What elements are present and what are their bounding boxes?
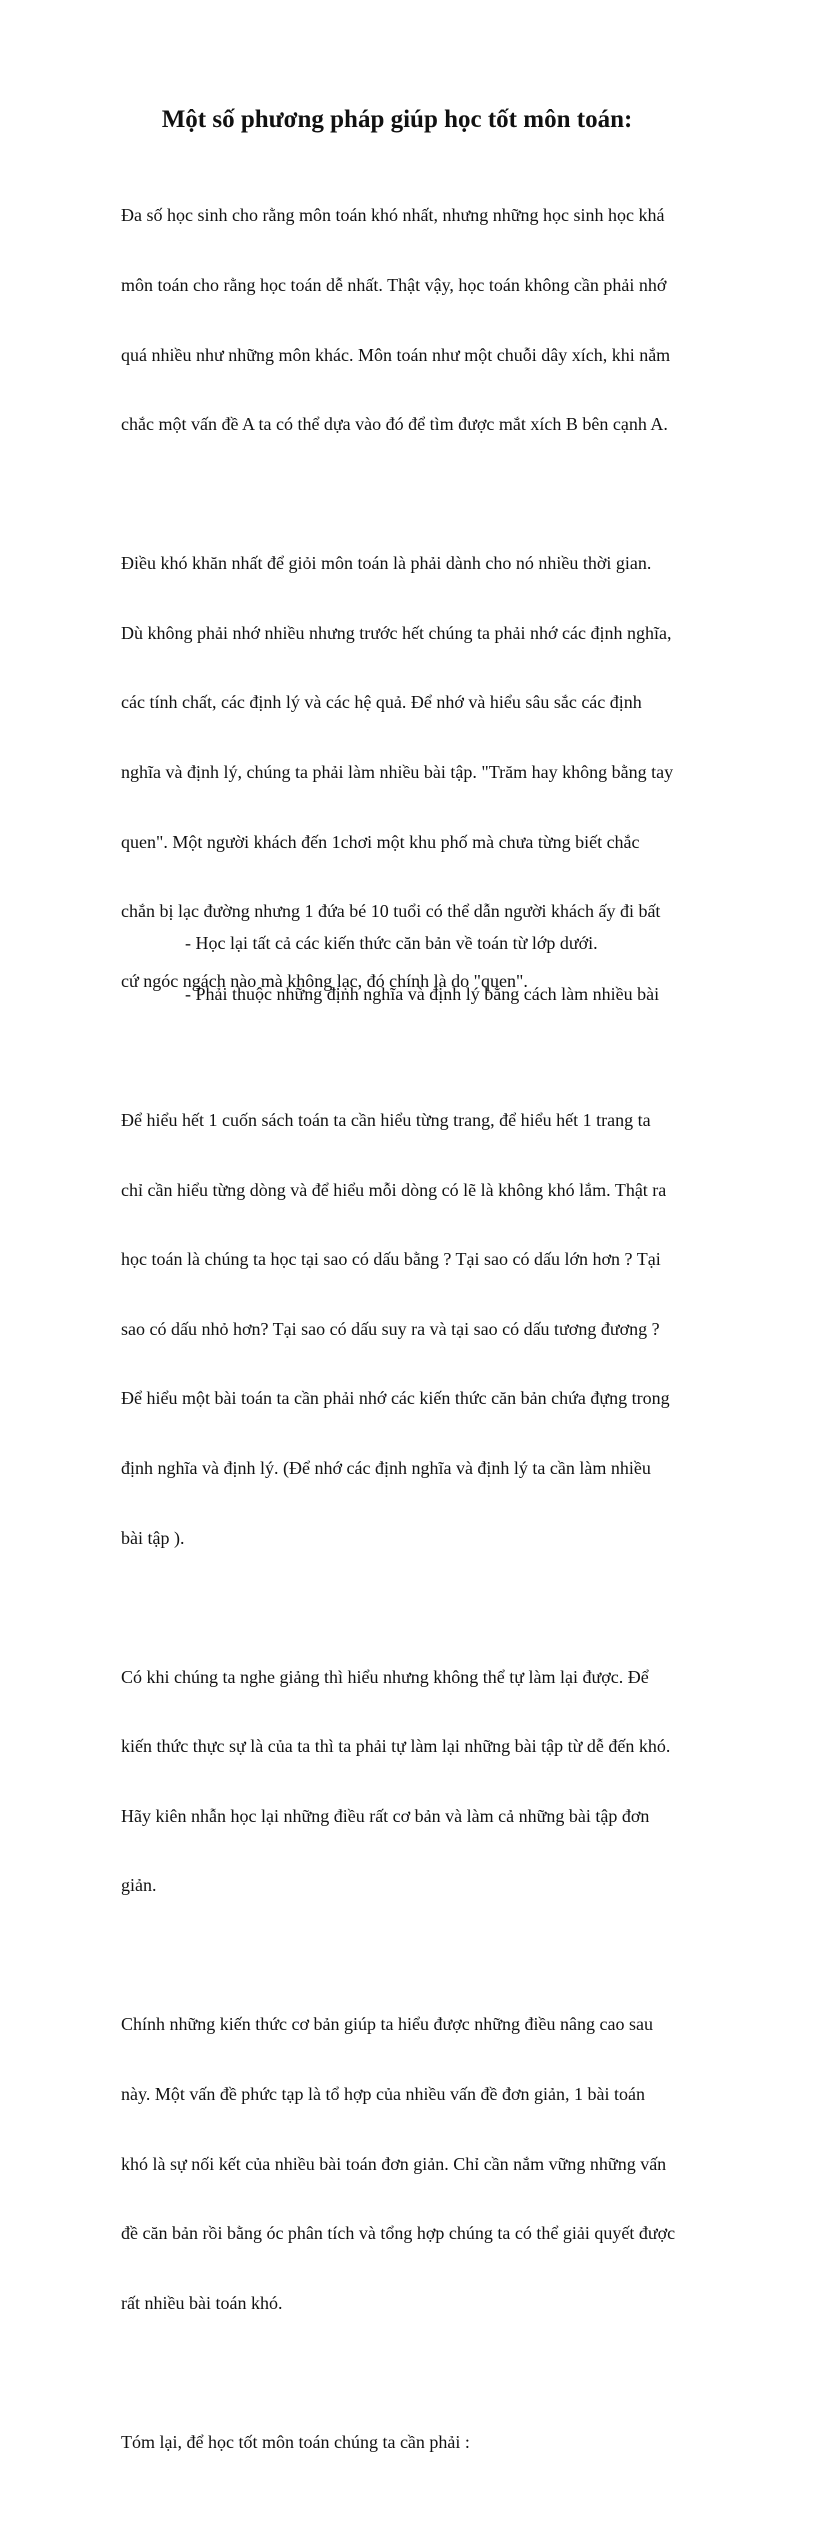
paragraph-6 <box>121 2384 721 2500</box>
paragraph-line: Chính những kiến thức cơ bản giúp ta hiểu được những điều nâng cao sau <box>121 2014 653 2035</box>
summary-list <box>185 932 745 1034</box>
paragraph-line: Hãy kiên nhẫn học lại những điều rất cơ bản và làm cả những bài tập đơn <box>121 1805 650 1826</box>
paragraph-line: nghĩa và định lý, chúng ta phải làm nhiều bài tập. "Trăm hay không bằng tay <box>121 762 674 783</box>
paragraph-line: chắc một vấn đề A ta có thể dựa vào đó để tìm được mắt xích B bên cạnh A. <box>121 414 668 435</box>
list-item: - Phải thuộc những định nghĩa và định lý bằng cách làm nhiều bài <box>185 984 660 1005</box>
paragraph-line: định nghĩa và định lý. (Để nhớ các định nghĩa và định lý ta cần làm nhiều <box>121 1457 651 1478</box>
paragraph-1 <box>121 158 721 483</box>
paragraph-line: rất nhiều bài toán khó. <box>121 2292 283 2313</box>
paragraph-line: Tóm lại, để học tốt môn toán chúng ta cần phải : <box>121 2431 470 2452</box>
paragraph-line: chắn bị lạc đường nhưng 1 đứa bé 10 tuổi có thể dẫn người khách ấy đi bất <box>121 901 661 922</box>
paragraph-line: bài tập ). <box>121 1527 185 1548</box>
paragraph-5 <box>121 1967 721 2361</box>
paragraph-line: sao có dấu nhỏ hơn? Tại sao có dấu suy ra và tại sao có dấu tương đương ? <box>121 1318 660 1339</box>
paragraph-line: quá nhiều như những môn khác. Môn toán như một chuỗi dây xích, khi nắm <box>121 344 671 365</box>
paragraph-line: Để hiểu hết 1 cuốn sách toán ta cần hiểu từng trang, để hiểu hết 1 trang ta <box>121 1109 651 1130</box>
paragraph-line: giản. <box>121 1875 157 1896</box>
paragraph-line: Điều khó khăn nhất để giỏi môn toán là phải dành cho nó nhiều thời gian. <box>121 553 652 574</box>
paragraph-3 <box>121 1063 721 1597</box>
paragraph-line: đề căn bản rồi bằng óc phân tích và tổng hợp chúng ta có thể giải quyết được <box>121 2223 676 2244</box>
paragraph-line: khó là sự nối kết của nhiều bài toán đơn giản. Chỉ cần nắm vững những vấn <box>121 2153 667 2174</box>
paragraph-line: môn toán cho rằng học toán dễ nhất. Thật vậy, học toán không cần phải nhớ <box>121 275 667 296</box>
paragraph-line: này. Một vấn đề phức tạp là tổ hợp của nhiều vấn đề đơn giản, 1 bài toán <box>121 2084 645 2105</box>
paragraph-line: Có khi chúng ta nghe giảng thì hiểu nhưng không thể tự làm lại được. Để <box>121 1666 649 1687</box>
document-body <box>121 158 721 2524</box>
paragraph-line: học toán là chúng ta học tại sao có dấu bằng ? Tại sao có dấu lớn hơn ? Tại <box>121 1249 661 1270</box>
paragraph-line: các tính chất, các định lý và các hệ quả. Để nhớ và hiểu sâu sắc các định <box>121 692 642 713</box>
paragraph-line: Đa số học sinh cho rằng môn toán khó nhất, nhưng những học sinh học khá <box>121 205 665 226</box>
paragraph-line: cứ ngóc ngách nào mà không lạc, đó chính là do "quen". <box>121 970 528 991</box>
page-title: Một số phương pháp giúp học tốt môn toán: <box>161 106 633 133</box>
paragraph-4 <box>121 1619 721 1944</box>
paragraph-line: kiến thức thực sự là của ta thì ta phải tự làm lại những bài tập từ dễ đến khó. <box>121 1736 671 1757</box>
list-item: - Học lại tất cả các kiến thức căn bản về toán từ lớp dưới. <box>185 933 598 953</box>
paragraph-line: quen". Một người khách đến 1chơi một khu phố mà chưa từng biết chắc <box>121 831 640 852</box>
paragraph-line: Dù không phải nhớ nhiều nhưng trước hết chúng ta phải nhớ các định nghĩa, <box>121 622 672 643</box>
paragraph-line: chỉ cần hiểu từng dòng và để hiểu mỗi dòng có lẽ là không khó lắm. Thật ra <box>121 1179 667 1200</box>
paragraph-line: Để hiểu một bài toán ta cần phải nhớ các kiến thức căn bản chứa đựng trong <box>121 1388 670 1409</box>
